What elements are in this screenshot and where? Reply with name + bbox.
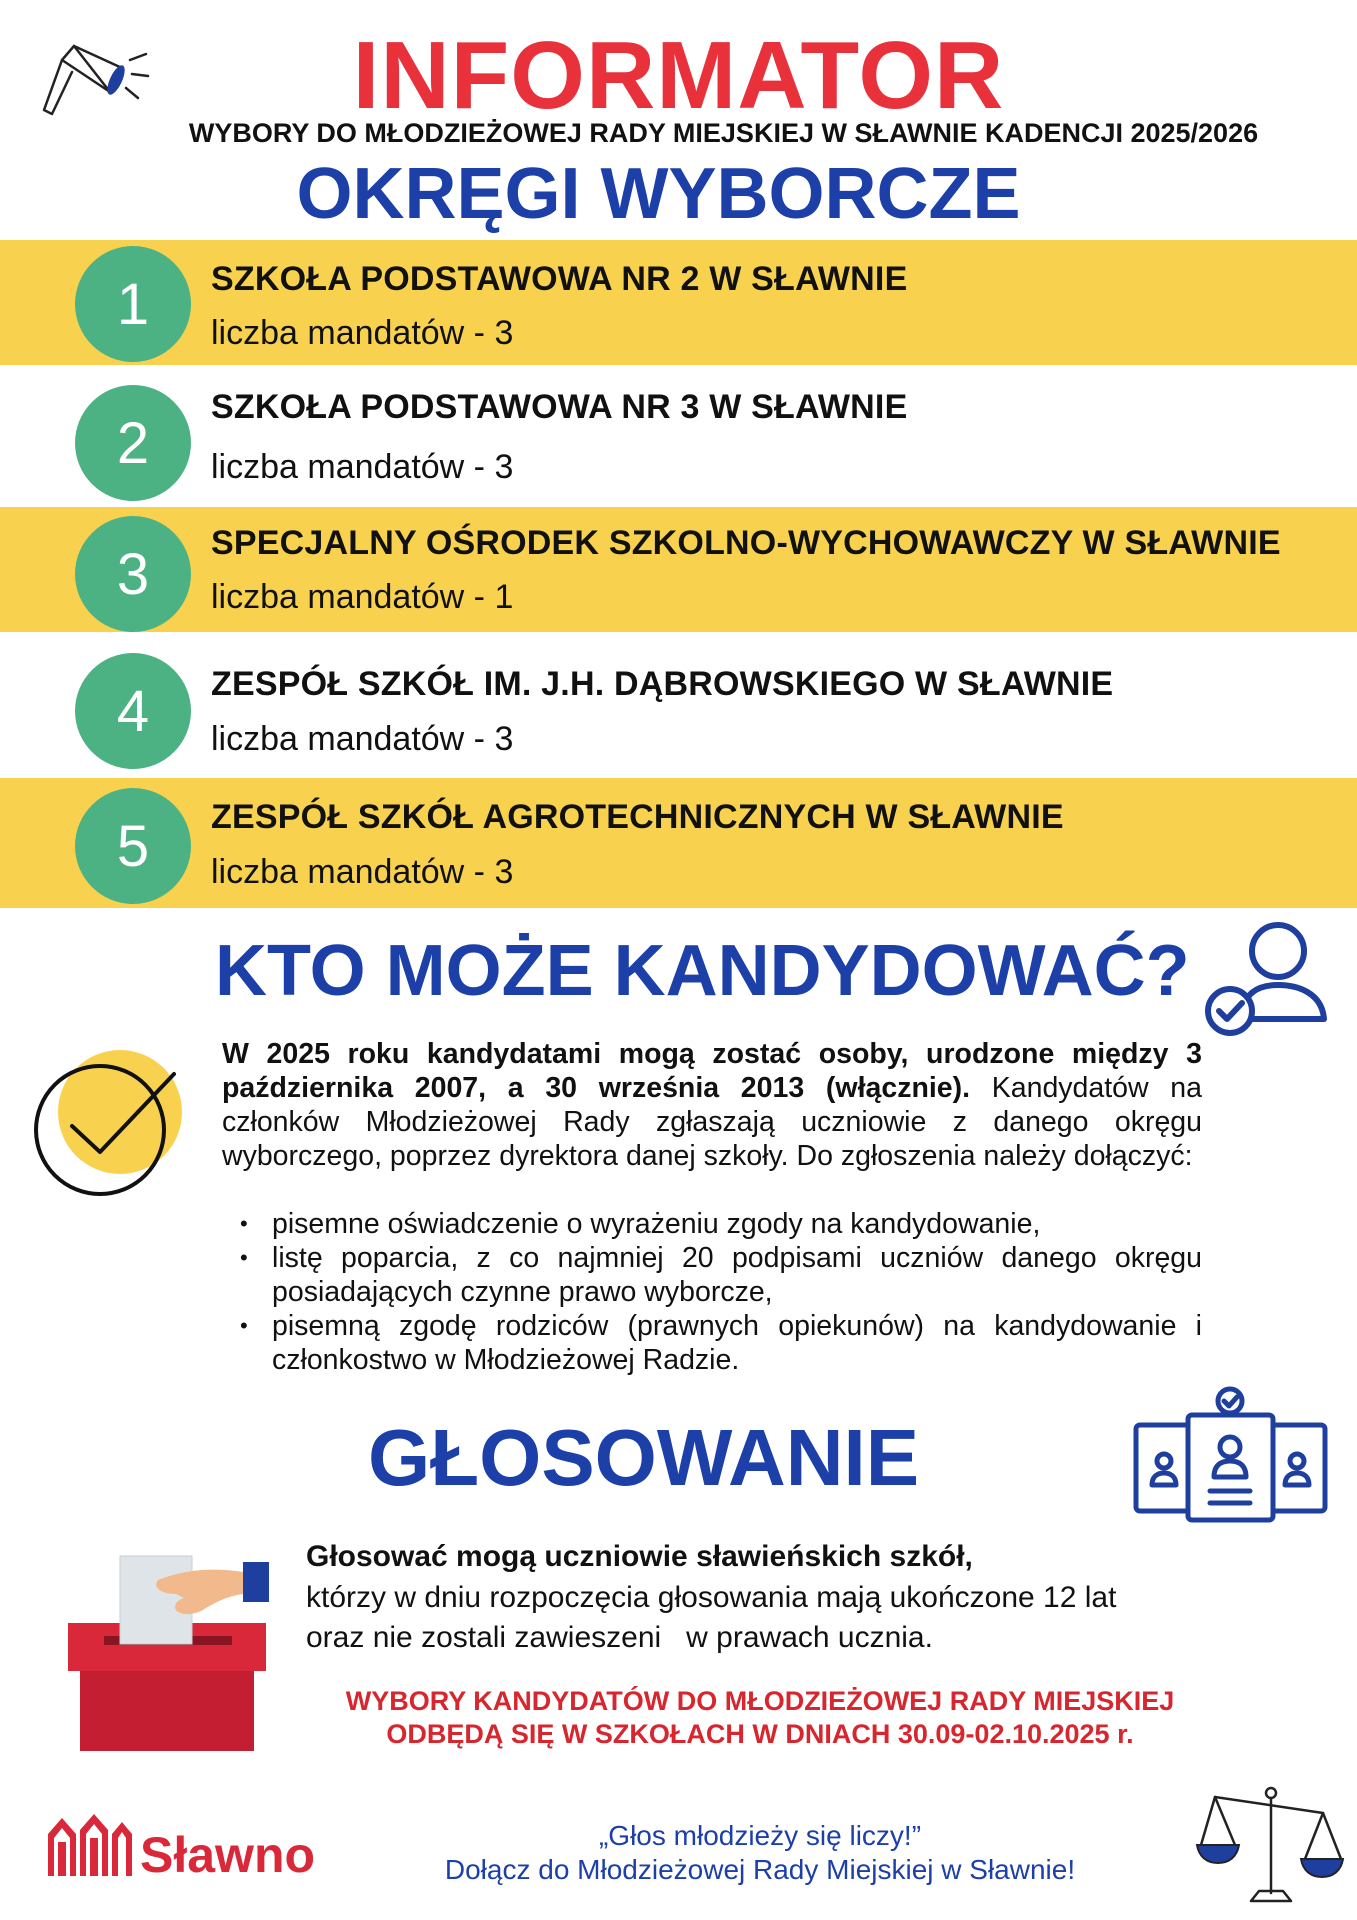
- district-number-badge: 2: [75, 385, 191, 501]
- footer-tagline: Dołącz do Młodzieżowej Rady Miejskiej w Sławnie!: [444, 1854, 1076, 1885]
- user-check-icon: [1198, 915, 1334, 1040]
- candidates-board-icon: [1128, 1385, 1333, 1525]
- voting-text-line: którzy w dniu rozpoczęcia głosowania mają ukończone 12 lat: [306, 1581, 1117, 1614]
- slawno-logo-icon: [44, 1812, 134, 1884]
- district-number-badge: 3: [75, 516, 191, 632]
- candidates-lead-bold: W 2025 roku kandydatami mogą zostać osoby, urodzone między 3 października 2007, a 30 września 2013 (włącznie).: [222, 1038, 1202, 1104]
- district-seats: liczba mandatów - 3: [211, 448, 514, 486]
- scales-icon: [1195, 1775, 1345, 1910]
- page-subtitle: WYBORY DO MŁODZIEŻOWEJ RADY MIEJSKIEJ W SŁAWNIE KADENCJI 2025/2026: [188, 118, 1259, 148]
- district-row-1: [0, 240, 1357, 365]
- list-item: • pisemną zgodę rodziców (prawnych opiekunów) na kandydowanie i członkostwo w Młodzieżowej Radzie.: [240, 1310, 1202, 1376]
- list-item: • listę poparcia, z co najmniej 20 podpisami uczniów danego okręgu posiadających czynne prawo wyborcze,: [240, 1242, 1202, 1308]
- requirement-text: listę poparcia, z co najmniej 20 podpisami uczniów danego okręgu posiadających czynne prawo wyborcze,: [272, 1242, 1202, 1308]
- election-notice-line: ODBĘDĄ SIĘ W SZKOŁACH W DNIACH 30.09-02.10.2025 r.: [386, 1719, 1134, 1749]
- district-name: SZKOŁA PODSTAWOWA NR 3 W SŁAWNIE: [211, 388, 908, 426]
- district-name: SPECJALNY OŚRODEK SZKOLNO-WYCHOWAWCZY W SŁAWNIE: [211, 524, 1281, 562]
- district-number-badge: 5: [75, 788, 191, 904]
- list-item: • pisemne oświadczenie o wyrażeniu zgody na kandydowanie,: [240, 1207, 1202, 1241]
- voting-lead: Głosować mogą uczniowie sławieńskich szkół,: [306, 1540, 973, 1573]
- voting-text-line: oraz nie zostali zawieszeni w prawach ucznia.: [306, 1621, 933, 1654]
- election-notice-line: WYBORY KANDYDATÓW DO MŁODZIEŻOWEJ RADY MIEJSKIEJ: [345, 1686, 1175, 1716]
- district-name: ZESPÓŁ SZKÓŁ IM. J.H. DĄBROWSKIEGO W SŁAWNIE: [211, 665, 1114, 703]
- candidates-heading: KTO MOŻE KANDYDOWAĆ?: [215, 931, 1190, 1011]
- requirements-list: [240, 1207, 1202, 1377]
- footer-slogan: „Głos młodzieży się liczy!”: [598, 1820, 922, 1851]
- candidates-description: [222, 1037, 1202, 1173]
- district-seats: liczba mandatów - 1: [211, 578, 514, 616]
- voting-description: [306, 1578, 1316, 1658]
- voting-heading: GŁOSOWANIE: [368, 1413, 920, 1502]
- checkmark-circle-icon: [28, 1040, 188, 1200]
- page-title: INFORMATOR: [352, 22, 1005, 129]
- district-name: SZKOŁA PODSTAWOWA NR 2 W SŁAWNIE: [211, 260, 908, 298]
- districts-heading: OKRĘGI WYBORCZE: [296, 154, 1021, 234]
- district-seats: liczba mandatów - 3: [211, 720, 514, 758]
- district-seats: liczba mandatów - 3: [211, 314, 514, 352]
- district-number-badge: 1: [75, 246, 191, 362]
- district-row-2: [0, 365, 1357, 490]
- district-name: ZESPÓŁ SZKÓŁ AGROTECHNICZNYCH W SŁAWNIE: [211, 798, 1064, 836]
- ballot-box-icon: [58, 1538, 288, 1758]
- requirement-text: pisemne oświadczenie o wyrażeniu zgody na kandydowanie,: [272, 1208, 1041, 1240]
- district-seats: liczba mandatów - 3: [211, 853, 514, 891]
- district-number-badge: 4: [75, 653, 191, 769]
- logo-text: Sławno: [140, 1827, 316, 1883]
- candidates-lead-text: Kandydatów na członków Młodzieżowej Rady zgłaszają uczniowie z danego okręgu wyborczego, poprzez dyrektora danej szkoły. Do zgłoszenia należy dołączyć:: [222, 1072, 1202, 1172]
- requirement-text: pisemną zgodę rodziców (prawnych opiekunów) na kandydowanie i członkostwo w Młodzieżowej Radzie.: [272, 1310, 1202, 1376]
